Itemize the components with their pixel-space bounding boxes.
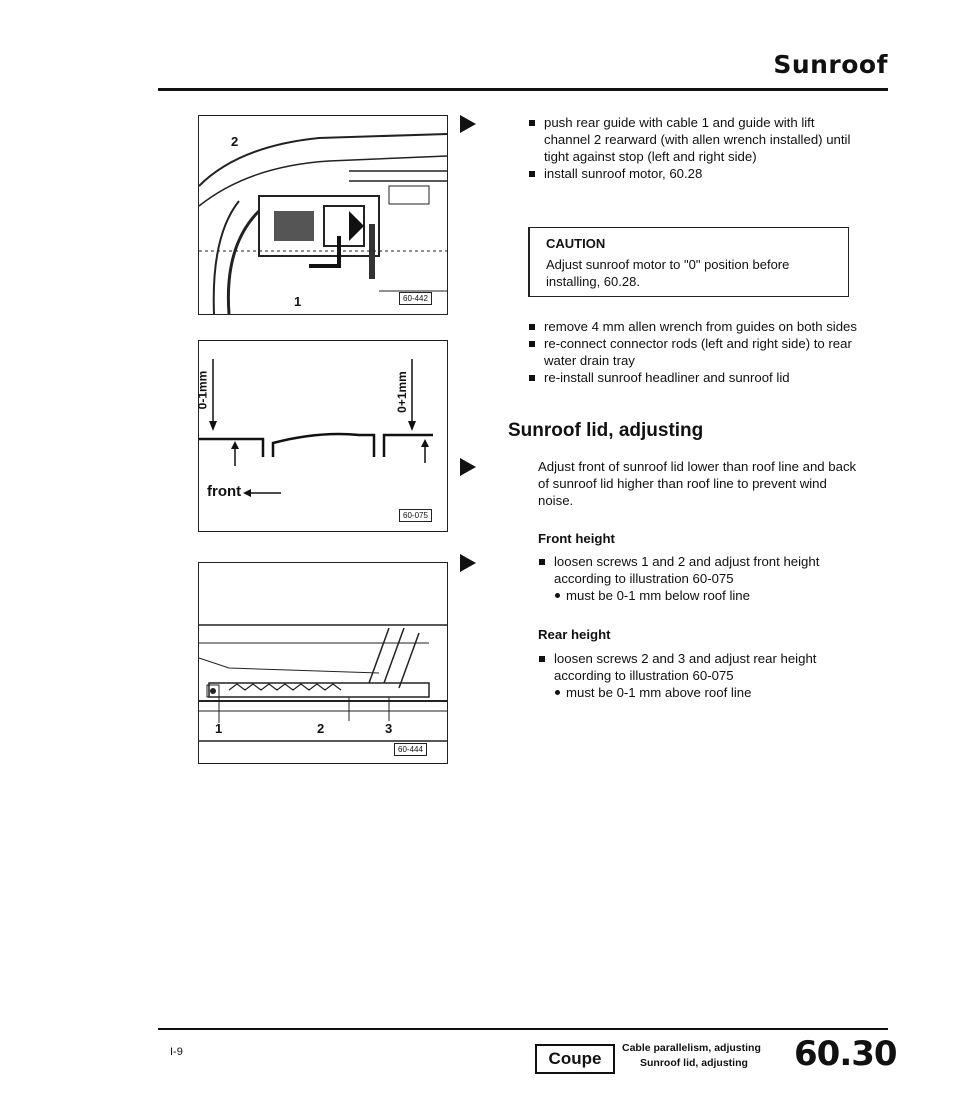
pointer-arrow-3: [460, 554, 476, 572]
footer-topic-2: Sunroof lid, adjusting: [640, 1057, 748, 1069]
front-height-heading: Front height: [538, 531, 615, 546]
page-title: Sunroof: [773, 50, 888, 79]
figure-label-1: 1: [294, 294, 302, 309]
pointer-arrow-1: [460, 115, 476, 133]
caution-box: [528, 227, 849, 297]
section-number: 60.30: [794, 1034, 897, 1074]
figure-label-2: 2: [231, 134, 239, 149]
instruction-item: remove 4 mm allen wrench from guides on both sides: [528, 318, 858, 335]
figure-tag: 60-442: [399, 292, 432, 305]
figure-label-2: 2: [317, 721, 325, 736]
instruction-subitem: must be 0-1 mm above roof line: [554, 684, 848, 701]
lid-height-diagram: [199, 341, 447, 531]
model-badge: Coupe: [535, 1044, 615, 1074]
instruction-item: re-connect connector rods (left and right side) to rear water drain tray: [528, 335, 858, 369]
figure-tag: 60-444: [394, 743, 427, 756]
header-rule: [158, 88, 888, 91]
instruction-item: loosen screws 2 and 3 and adjust rear height according to illustration 60-075: [538, 650, 848, 684]
caution-text: Adjust sunroof motor to "0" position before installing, 60.28.: [546, 257, 790, 289]
dim-label-right: 0+1mm: [394, 371, 409, 413]
section-heading: Sunroof lid, adjusting: [508, 420, 704, 441]
figure-tag: 60-075: [399, 509, 432, 522]
figure-lid-height: [195, 340, 448, 532]
figure-cable-guide: [198, 115, 448, 315]
figure-label-3: 3: [385, 721, 393, 736]
instruction-block-1: [528, 114, 858, 182]
dim-label-left: 0-1mm: [195, 370, 210, 410]
rear-height-block: [538, 650, 848, 701]
caution-title: CAUTION: [546, 236, 606, 251]
instruction-item: push rear guide with cable 1 and guide with lift channel 2 rearward (with allen wrench installed) until tight against stop (left and right side): [528, 114, 858, 165]
instruction-item: loosen screws 1 and 2 and adjust front height according to illustration 60-075: [538, 553, 848, 587]
figure-label-1: 1: [215, 721, 223, 736]
pointer-arrow-2: [460, 458, 476, 476]
front-label: front: [207, 483, 242, 500]
instruction-block-2: [528, 318, 858, 386]
footer-topic-1: Cable parallelism, adjusting: [622, 1042, 761, 1054]
instruction-item: re-install sunroof headliner and sunroof lid: [528, 369, 858, 386]
page-number: I-9: [170, 1046, 183, 1058]
figure-screws: [198, 562, 448, 764]
instruction-subitem: must be 0-1 mm below roof line: [554, 587, 848, 604]
rear-height-heading: Rear height: [538, 627, 611, 642]
instruction-item: install sunroof motor, 60.28: [528, 165, 858, 182]
footer-rule: [158, 1028, 888, 1030]
section-intro: Adjust front of sunroof lid lower than roof line and back of sunroof lid higher than roof line to prevent wind noise.: [538, 459, 857, 508]
front-height-block: [538, 553, 848, 604]
